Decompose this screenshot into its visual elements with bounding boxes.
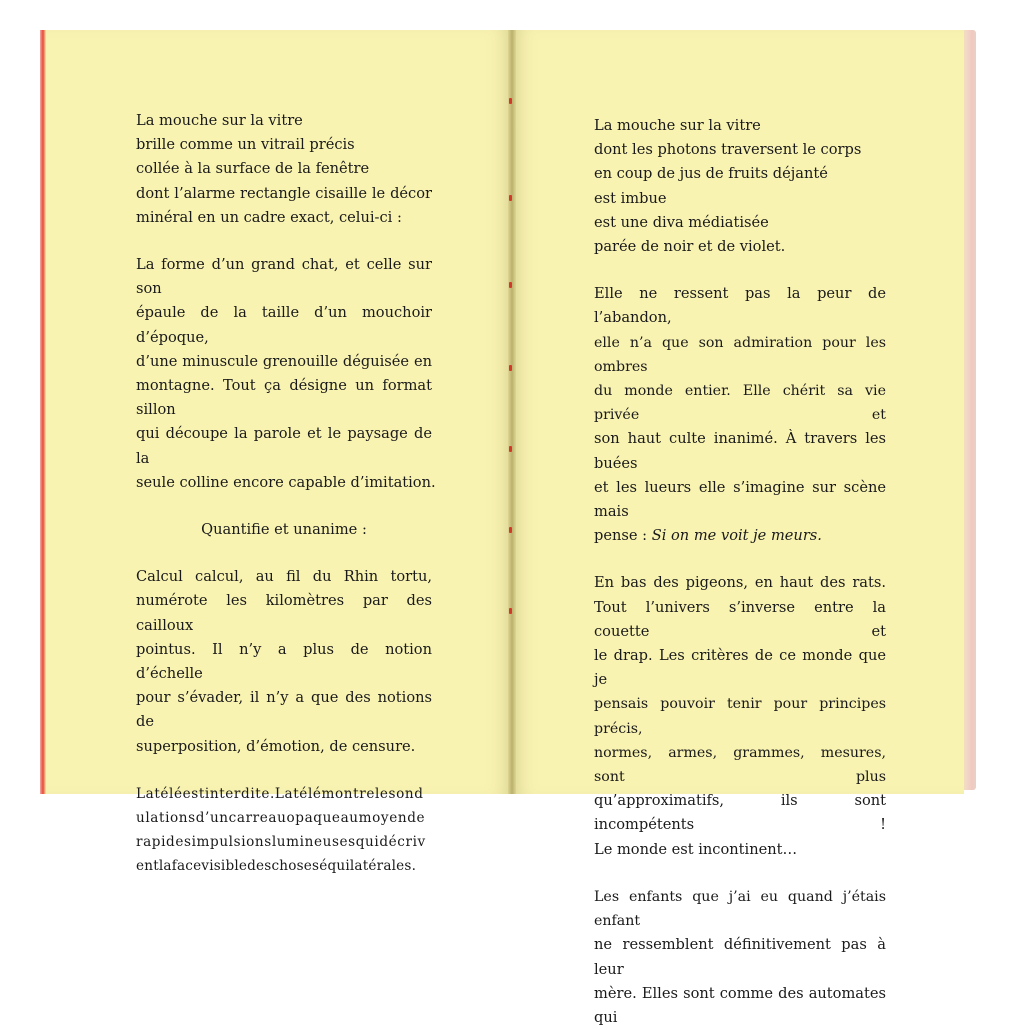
text-line: collée à la surface de la fenêtre — [136, 160, 370, 178]
text-line: rapidesimpulsionslumineusesquidécriv — [136, 834, 426, 851]
text-line: En bas des pigeons, en haut des rats. — [594, 574, 886, 592]
text-line: qui découpe la parole et le paysage de la — [136, 425, 432, 467]
text-line: d’une minuscule grenouille déguisée en — [136, 352, 432, 370]
text-line: montagne. Tout ça désigne un format sillon — [136, 377, 432, 419]
text-line: son haut culte inanimé. À travers les buées — [594, 430, 886, 472]
book-gutter — [508, 30, 516, 794]
text-line: parée de noir et de violet. — [594, 238, 786, 256]
text-line: pensais pouvoir tenir pour principes précis, — [594, 696, 886, 737]
binding-thread — [509, 98, 512, 104]
text-span: pense : — [594, 527, 652, 545]
page-edge-left — [40, 30, 46, 794]
text-line: Latéléestinterdite.Latélémontrelesond — [136, 785, 424, 802]
text-line: brille comme un vitrail précis — [136, 136, 355, 154]
left-page-text — [136, 109, 436, 879]
text-line: superposition, d’émotion, de censure. — [136, 737, 416, 755]
centered-heading: Quantifie et unanime : — [201, 521, 367, 539]
text-line: épaule de la taille d’un mouchoir d’époque, — [136, 304, 432, 346]
text-line — [594, 524, 886, 548]
text-line: La forme d’un grand chat, et celle sur son — [136, 256, 432, 298]
text-line: Le monde est incontinent… — [594, 840, 798, 858]
text-line: est imbue — [594, 189, 667, 207]
text-line: seule colline encore capable d’imitation. — [136, 473, 436, 491]
italic-quote: Si on me voit je meurs. — [651, 527, 822, 545]
text-line: numérote les kilomètres par des cailloux — [136, 592, 432, 634]
text-line: La mouche sur la vitre — [136, 112, 303, 129]
text-line: La mouche sur la vitre — [594, 117, 761, 134]
binding-thread — [509, 527, 512, 533]
binding-thread — [509, 365, 512, 371]
text-line: mère. Elles sont comme des automates qui — [594, 984, 886, 1026]
text-line: le drap. Les critères de ce monde que je — [594, 647, 886, 689]
text-line: dont l’alarme rectangle cisaille le décor — [136, 184, 432, 202]
binding-thread — [509, 195, 512, 201]
text-line: elle n’a que son admiration pour les ombres — [594, 334, 886, 375]
text-line: entlafacevisibledeschoseséquilatérales. — [136, 858, 417, 875]
text-line: Elle ne ressent pas la peur de l’abandon, — [594, 285, 886, 327]
text-line: Tout l’univers s’inverse entre la couette et — [594, 598, 886, 640]
text-line: Les enfants que j’ai eu quand j’étais enfant — [594, 888, 886, 930]
text-line: et les lueurs elle s’imagine sur scène mais — [594, 478, 886, 521]
text-line: du monde entier. Elle chérit sa vie privée et — [594, 383, 886, 424]
text-line: dont les photons traversent le corps — [594, 141, 862, 159]
text-line: en coup de jus de fruits déjanté — [594, 165, 828, 183]
right-page-text — [594, 114, 886, 1030]
text-line: qu’approximatifs, ils sont incompétents ! — [594, 792, 886, 834]
text-line: normes, armes, grammes, mesures, sont plus — [594, 744, 886, 786]
text-line: ulationsd’uncarreauopaqueaumoyende — [136, 810, 426, 827]
binding-thread — [509, 282, 512, 288]
text-line: minéral en un cadre exact, celui-ci : — [136, 208, 402, 226]
text-line: pour s’évader, il n’y a que des notions de — [136, 689, 432, 731]
binding-thread — [509, 608, 512, 614]
text-line: ne ressemblent définitivement pas à leur — [594, 936, 886, 978]
text-line: pointus. Il n’y a plus de notion d’échelle — [136, 640, 432, 683]
text-line: Calcul calcul, au fil du Rhin tortu, — [136, 568, 432, 586]
text-line: est une diva médiatisée — [594, 213, 769, 231]
binding-thread — [509, 446, 512, 452]
